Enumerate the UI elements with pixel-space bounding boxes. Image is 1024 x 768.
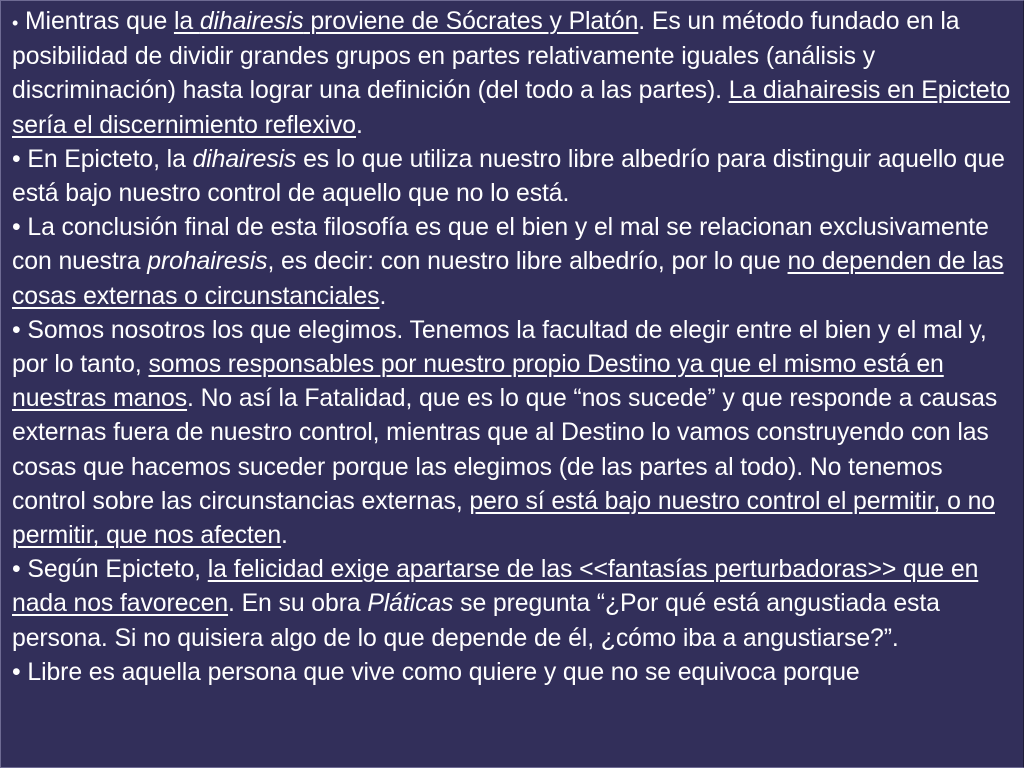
bullet-paragraph bbox=[12, 656, 1012, 690]
bullet-marker: • bbox=[12, 214, 21, 242]
underlined-text: pero sí está bajo nuestro control el permitir, o no permitir, que nos afecten bbox=[12, 487, 995, 550]
text-segment: La conclusión final de esta filosofía es que el bien y el mal se relacionan exclusivamente con nuestra bbox=[12, 214, 989, 276]
bullet-paragraph bbox=[12, 143, 1012, 211]
text-segment: Somos nosotros los que elegimos. Tenemos la facultad de elegir entre el bien y el mal y, por lo tanto, bbox=[12, 316, 987, 379]
text-segment: es lo que utiliza nuestro libre albedrío para distinguir aquello que está bajo nuestro control de aquello que no lo está. bbox=[12, 145, 1005, 208]
italic-term: dihairesis bbox=[192, 145, 297, 173]
underlined-text: somos responsables por nuestro propio Destino ya que el mismo está en nuestras manos bbox=[12, 351, 944, 413]
bullet-paragraph bbox=[12, 553, 1012, 656]
text-segment: Mientras que bbox=[18, 8, 174, 35]
bullet-paragraph bbox=[12, 211, 1012, 314]
italic-term: Pláticas bbox=[367, 590, 454, 618]
bullet-marker: • bbox=[12, 658, 21, 686]
bullet-paragraph bbox=[12, 314, 1012, 553]
text-segment: . bbox=[356, 111, 363, 139]
italic-term: prohairesis bbox=[147, 248, 268, 276]
bullet-marker: • bbox=[12, 13, 19, 33]
underlined-italic-term: dihairesis bbox=[199, 8, 304, 35]
bullet-marker: • bbox=[12, 145, 21, 173]
text-segment: se pregunta “¿Por qué está angustiada esta persona. Si no quisiera algo de lo que depende de él, ¿cómo iba a angustiarse?”. bbox=[12, 590, 940, 652]
text-segment: En Epicteto, la bbox=[20, 145, 193, 173]
underlined-text: no dependen de las cosas externas o circunstanciales bbox=[12, 248, 1004, 310]
text-segment: . No así la Fatalidad, que es lo que “nos sucede” y que responde a causas externas fuera de nuestro control, mientras que al Destino lo vamos construyendo con las cosas que hacemos suceder porque las elegimos (de las partes al todo). No tenemos control sobre las circunstancias externas, bbox=[12, 385, 998, 515]
text-segment: . Es un método fundado en la posibilidad de dividir grandes grupos en partes relativamente iguales (análisis y discriminación) hasta lograr una definición (del todo a las partes). bbox=[12, 8, 960, 105]
bullet-marker: • bbox=[12, 556, 21, 584]
text-segment: Libre es aquella persona que vive como quiere y que no se equivoca porque bbox=[20, 658, 860, 686]
text-segment: . En su obra bbox=[228, 590, 368, 618]
bullet-marker: • bbox=[12, 316, 21, 344]
slide-text-body bbox=[12, 5, 1012, 690]
underlined-text: proviene de Sócrates y Platón bbox=[303, 8, 639, 35]
text-segment: Según Epicteto, bbox=[20, 556, 208, 584]
text-segment: . bbox=[281, 522, 288, 550]
text-segment: , es decir: con nuestro libre albedrío, por lo que bbox=[267, 248, 788, 276]
underlined-text: la bbox=[173, 8, 200, 35]
bullet-paragraph bbox=[12, 5, 1012, 143]
underlined-text: la felicidad exige apartarse de las <<fantasías perturbadoras>> que en nada nos favorecen bbox=[12, 556, 979, 618]
underlined-text: La diahairesis en Epicteto sería el discernimiento reflexivo bbox=[12, 77, 1011, 139]
text-segment: . bbox=[379, 282, 387, 310]
